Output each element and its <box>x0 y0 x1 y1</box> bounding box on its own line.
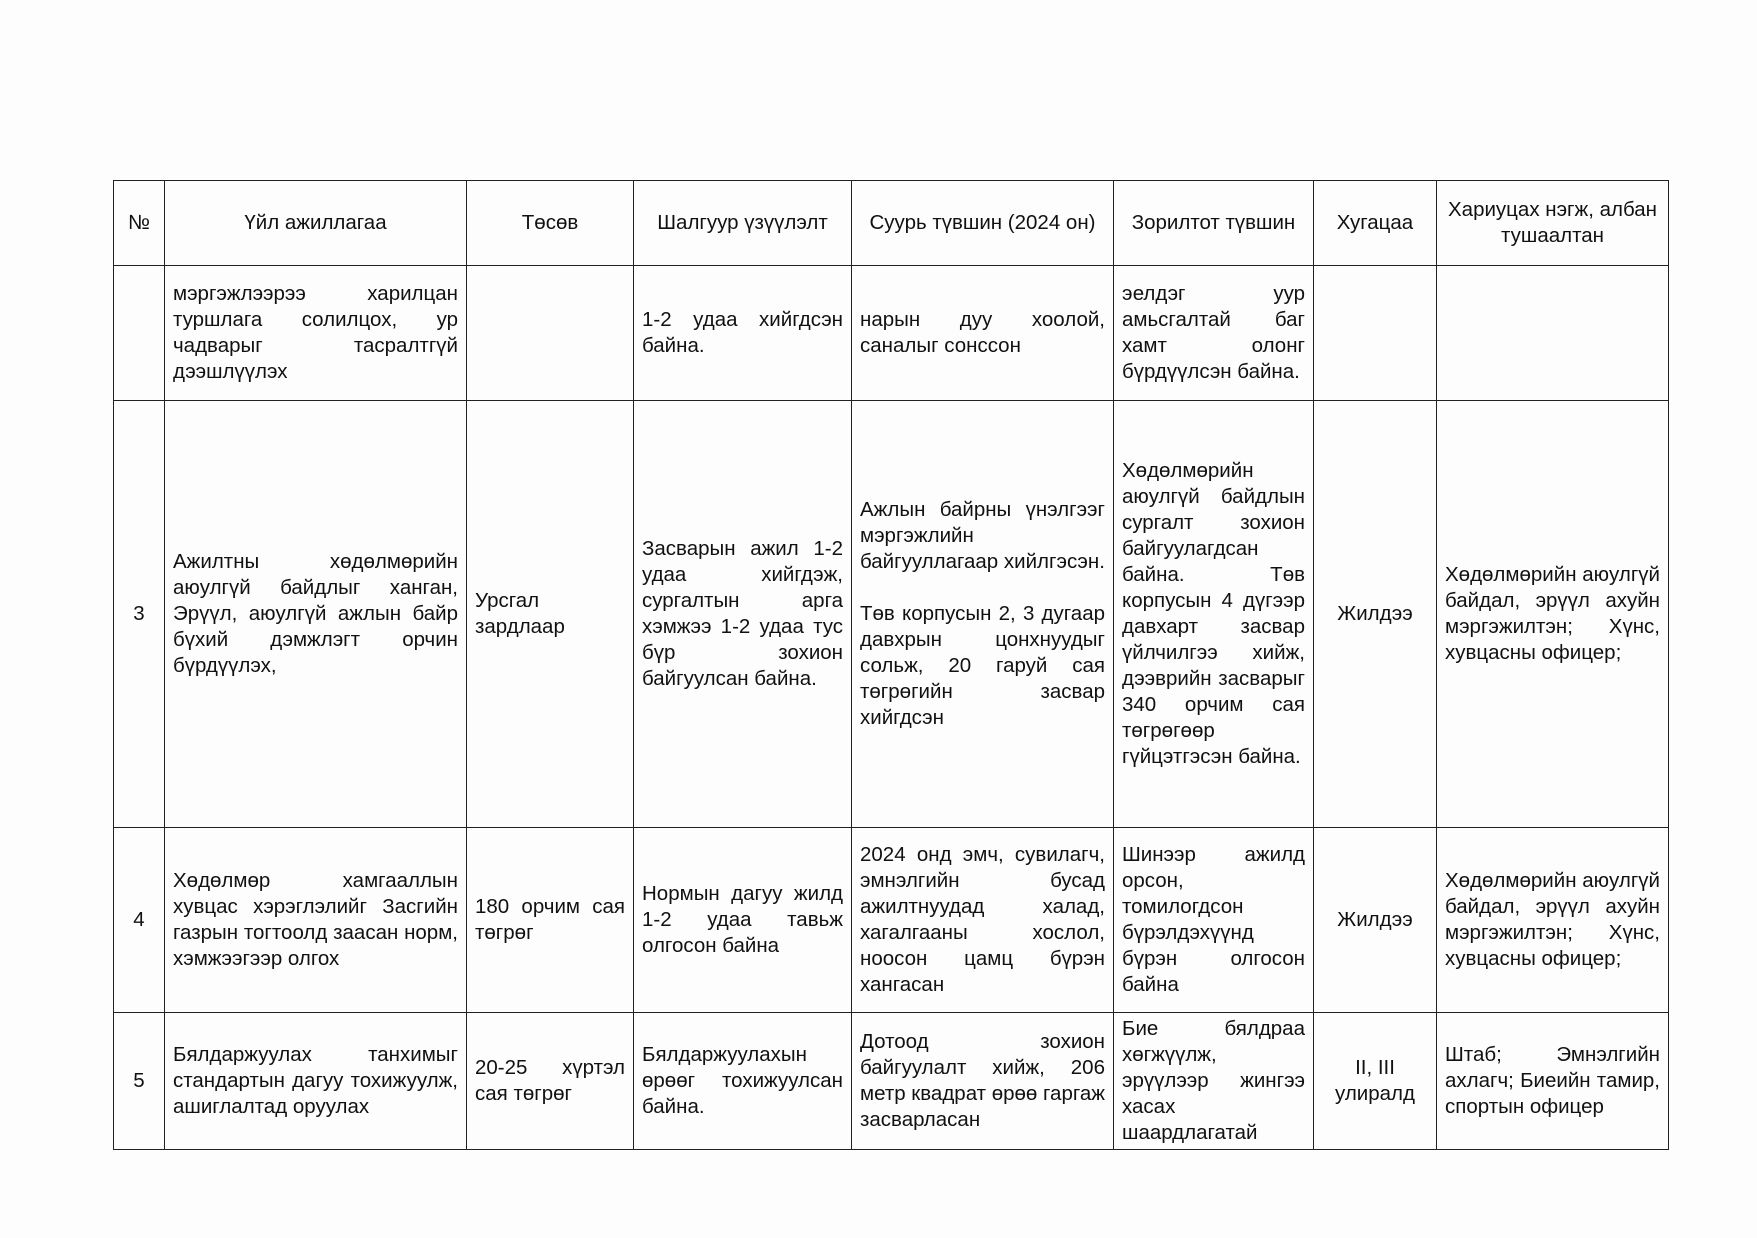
row-baseline: нарын дуу хоолой, саналыг сонссон <box>852 266 1114 401</box>
row-responsible <box>1437 266 1669 401</box>
row-num: 4 <box>114 828 165 1013</box>
row-target: Хөдөлмөрийн аюулгүй байдлын сургалт зохион байгуулагдсан байна. Төв корпусын 4 дүгээр давхарт засвар үйлчилгээ хийж, дээврийн засварыг 340 орчим сая төгрөгөөр гүйцэтгэсэн байна. <box>1114 401 1314 828</box>
header-num: № <box>114 181 165 266</box>
row-num: 5 <box>114 1013 165 1150</box>
row-responsible: Штаб; Эмнэлгийн ахлагч; Биеийн тамир, спортын офицер <box>1437 1013 1669 1150</box>
row-indicator: Бялдаржуулахын өрөөг тохижуулсан байна. <box>634 1013 852 1150</box>
row-activity: Ажилтны хөдөлмөрийн аюулгүй байдлыг ханган, Эрүүл, аюулгүй ажлын байр бүхий дэмжлэгт орчин бүрдүүлэх, <box>165 401 467 828</box>
row-budget <box>467 266 634 401</box>
table-header-row <box>114 181 1669 266</box>
header-indicator: Шалгуур үзүүлэлт <box>634 181 852 266</box>
row-target: Бие бялдраа хөгжүүлж, эрүүлээр жингээ хасах шаардлагатай <box>1114 1013 1314 1150</box>
header-deadline: Хугацаа <box>1314 181 1437 266</box>
row-responsible: Хөдөлмөрийн аюулгүй байдал, эрүүл ахуйн мэргэжилтэн; Хүнс, хувцасны офицер; <box>1437 828 1669 1013</box>
baseline-paragraph-2: Төв корпусын 2, 3 дугаар давхрын цонхнуудыг сольж, 20 гаруй сая төгрөгийн засвар хийгдсэн <box>860 602 1105 729</box>
row-target: Шинээр ажилд орсон, томилогдсон бүрэлдэхүүнд бүрэн олгосон байна <box>1114 828 1314 1013</box>
row-indicator: Нормын дагуу жилд 1-2 удаа тавьж олгосон байна <box>634 828 852 1013</box>
action-plan-table <box>113 180 1669 1150</box>
header-activity: Үйл ажиллагаа <box>165 181 467 266</box>
row-deadline: Жилдээ <box>1314 401 1437 828</box>
table-row <box>114 1013 1669 1150</box>
row-baseline <box>852 401 1114 828</box>
row-indicator: Засварын ажил 1-2 удаа хийгдэж, сургалтын арга хэмжээ 1-2 удаа тус бүр зохион байгуулсан байна. <box>634 401 852 828</box>
row-deadline <box>1314 266 1437 401</box>
header-baseline: Суурь түвшин (2024 он) <box>852 181 1114 266</box>
table-row <box>114 266 1669 401</box>
paragraph-gap <box>860 575 1105 601</box>
table-row <box>114 828 1669 1013</box>
row-num <box>114 266 165 401</box>
header-budget: Төсөв <box>467 181 634 266</box>
row-deadline: II, III улиралд <box>1314 1013 1437 1150</box>
row-num: 3 <box>114 401 165 828</box>
row-activity: мэргэжлээрээ харилцан туршлага солилцох, ур чадварыг тасралтгүй дээшлүүлэх <box>165 266 467 401</box>
header-responsible: Хариуцах нэгж, албан тушаалтан <box>1437 181 1669 266</box>
row-budget: Урсгал зардлаар <box>467 401 634 828</box>
row-baseline: 2024 онд эмч, сувилагч, эмнэлгийн бусад ажилтнуудад халад, хагалгааны хослол, ноосон цамц бүрэн хангасан <box>852 828 1114 1013</box>
row-responsible: Хөдөлмөрийн аюулгүй байдал, эрүүл ахуйн мэргэжилтэн; Хүнс, хувцасны офицер; <box>1437 401 1669 828</box>
row-budget: 180 орчим сая төгрөг <box>467 828 634 1013</box>
row-deadline: Жилдээ <box>1314 828 1437 1013</box>
row-activity: Хөдөлмөр хамгааллын хувцас хэрэглэлийг Засгийн газрын тогтоолд заасан норм, хэмжээгээр олгох <box>165 828 467 1013</box>
row-indicator: 1-2 удаа хийгдсэн байна. <box>634 266 852 401</box>
row-budget: 20-25 хүртэл сая төгрөг <box>467 1013 634 1150</box>
row-target: эелдэг уур амьсгалтай баг хамт олонг бүрдүүлсэн байна. <box>1114 266 1314 401</box>
header-target: Зорилтот түвшин <box>1114 181 1314 266</box>
row-activity: Бялдаржуулах танхимыг стандартын дагуу тохижуулж, ашиглалтад оруулах <box>165 1013 467 1150</box>
table-row <box>114 401 1669 828</box>
row-baseline: Дотоод зохион байгуулалт хийж, 206 метр квадрат өрөө гаргаж засварласан <box>852 1013 1114 1150</box>
baseline-paragraph-1: Ажлын байрны үнэлгээг мэргэжлийн байгууллагаар хийлгэсэн. <box>860 498 1105 573</box>
